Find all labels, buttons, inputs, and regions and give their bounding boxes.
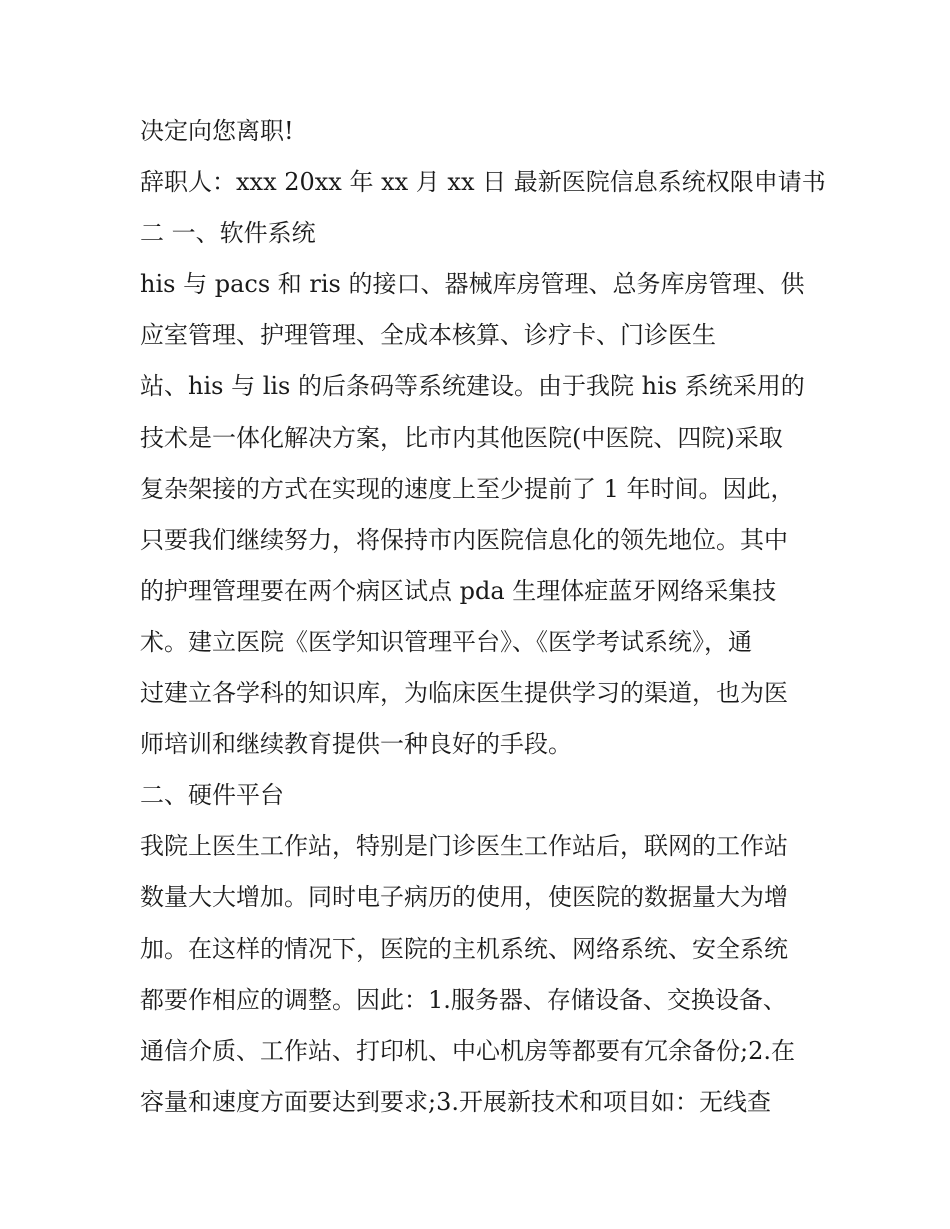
- text-line: 辞职人：xxx 20xx 年 xx 月 xx 日 最新医院信息系统权限申请书: [140, 168, 826, 197]
- text-line: 技术是一体化解决方案，比市内其他医院(中医院、四院)采取: [140, 423, 783, 452]
- text-line: 复杂架接的方式在实现的速度上至少提前了 1 年时间。因此，: [140, 474, 795, 503]
- text-line: 术。建立医院《医学知识管理平台》、《医学考试系统》，通: [140, 627, 752, 656]
- text-line: 过建立各学科的知识库，为临床医生提供学习的渠道，也为医: [140, 679, 788, 708]
- text-line: 数量大大增加。同时电子病历的使用，使医院的数据量大为增: [140, 883, 788, 912]
- document-body: [140, 106, 826, 1128]
- text-line: 师培训和继续教育提供一种良好的手段。: [140, 730, 572, 759]
- text-line: 都要作相应的调整。因此：1.服务器、存储设备、交换设备、: [140, 985, 787, 1014]
- text-line: 我院上医生工作站，特别是门诊医生工作站后，联网的工作站: [140, 832, 788, 861]
- text-line: 站、his 与 lis 的后条码等系统建设。由于我院 his 系统采用的: [140, 372, 805, 401]
- section-heading: 二、硬件平台: [140, 781, 284, 810]
- text-line: 只要我们继续努力，将保持市内医院信息化的领先地位。其中: [140, 525, 788, 554]
- text-line: 容量和速度方面要达到要求;3.开展新技术和项目如：无线查: [140, 1087, 771, 1116]
- text-line: 通信介质、工作站、打印机、中心机房等都要有冗余备份;2.在: [140, 1036, 795, 1065]
- section-heading: 二 一、软件系统: [140, 219, 316, 248]
- text-line: his 与 pacs 和 ris 的接口、器械库房管理、总务库房管理、供: [140, 270, 805, 299]
- text-line: 加。在这样的情况下，医院的主机系统、网络系统、安全系统: [140, 934, 788, 963]
- text-line: 应室管理、护理管理、全成本核算、诊疗卡、门诊医生: [140, 321, 716, 350]
- text-line: 决定向您离职!: [140, 117, 294, 145]
- text-line: 的护理管理要在两个病区试点 pda 生理体症蓝牙网络采集技: [140, 576, 777, 605]
